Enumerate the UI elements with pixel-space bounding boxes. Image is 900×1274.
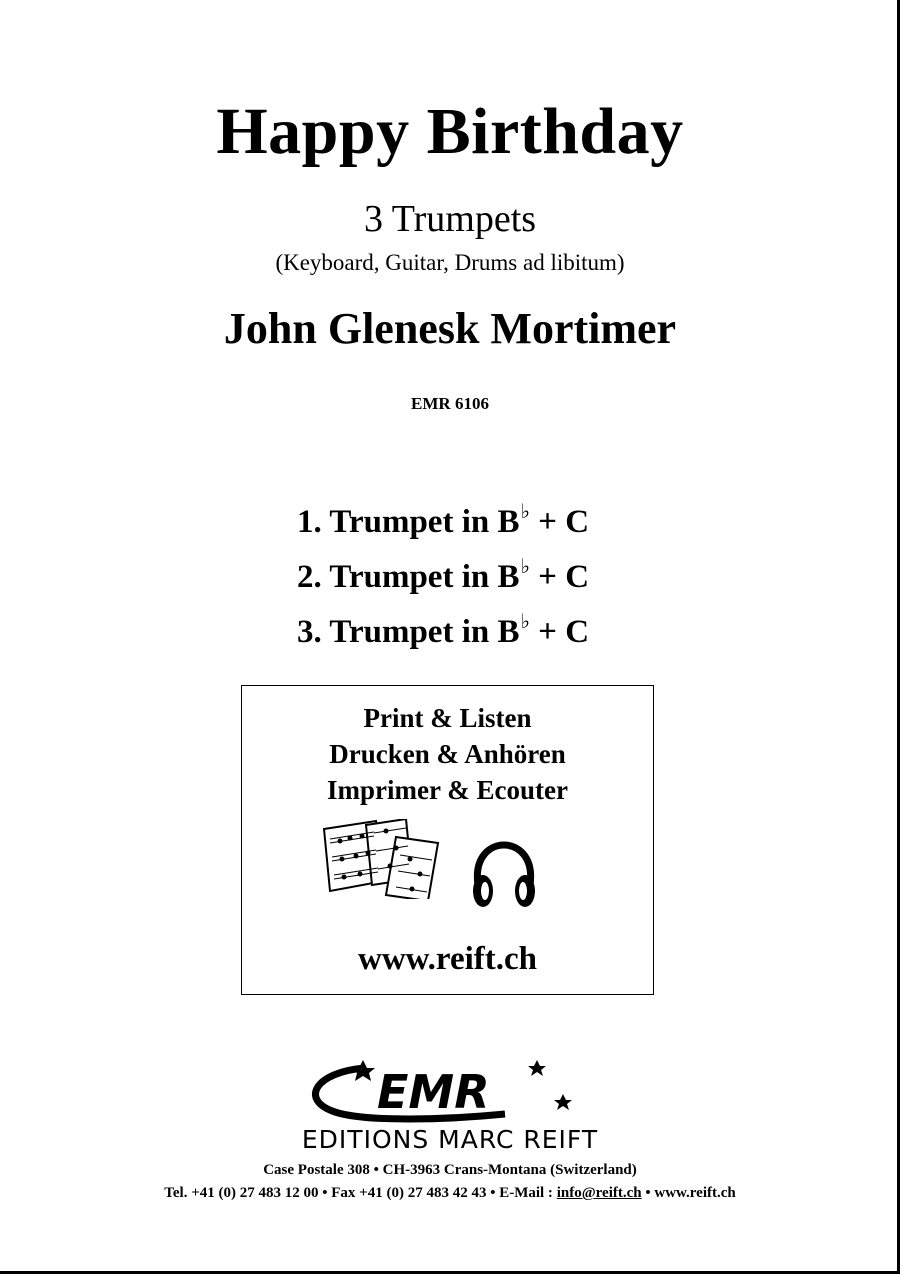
part-item: 2. Trumpet in B♭ + C	[297, 556, 590, 595]
flat-sign: ♭	[520, 611, 530, 633]
publisher-address: Case Postale 308 • CH-3963 Crans-Montana (Switzerland)	[263, 1162, 637, 1178]
emr-logo	[305, 1058, 595, 1126]
title: Happy Birthday	[216, 95, 684, 168]
svg-text:EMR: EMR	[377, 1065, 490, 1119]
flat-sign: ♭	[520, 501, 530, 523]
promo-line-english: Print & Listen	[363, 703, 532, 733]
promo-line-german: Drucken & Anhören	[329, 739, 566, 769]
part-item: 3. Trumpet in B♭ + C	[297, 611, 590, 650]
part-item: 1. Trumpet in B♭ + C	[297, 501, 590, 540]
instrumentation: (Keyboard, Guitar, Drums ad libitum)	[275, 250, 625, 275]
headphones-icon	[468, 841, 540, 913]
email-link[interactable]: info@reift.ch	[556, 1185, 642, 1201]
phone-fax: Tel. +41 (0) 27 483 12 00 • Fax +41 (0) 27 483 42 43 • E-Mail :	[164, 1185, 557, 1201]
flat-sign: ♭	[520, 556, 530, 578]
parts-list	[297, 490, 589, 655]
promo-line-french: Imprimer & Ecouter	[327, 775, 568, 805]
contact-line	[0, 1185, 900, 1202]
subtitle: 3 Trumpets	[363, 198, 537, 240]
publisher-name: EDITIONS MARC REIFT	[301, 1125, 599, 1154]
catalog-number: EMR 6106	[411, 394, 489, 413]
composer: John Glenesk Mortimer	[223, 304, 677, 353]
sheet-music-icon	[316, 819, 446, 899]
website-link[interactable]: • www.reift.ch	[641, 1185, 736, 1201]
promo-website-link[interactable]: www.reift.ch	[357, 941, 538, 977]
print-listen-box	[241, 685, 654, 995]
